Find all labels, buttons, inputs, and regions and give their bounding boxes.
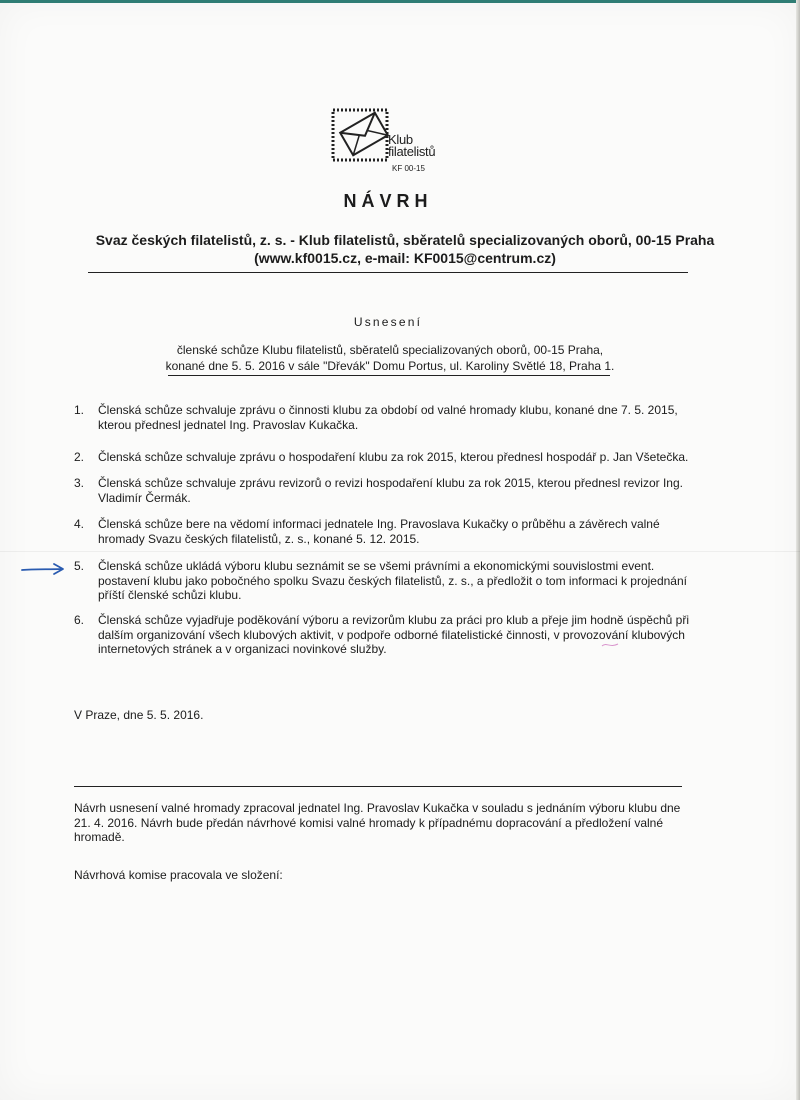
item-text: Členská schůze schvaluje zprávu revizorů o revizi hospodaření klubu za rok 2015, kterou přednesl revizor Ing. Vladimír Čermák. xyxy=(98,476,683,505)
item-number: 2. xyxy=(74,450,85,464)
item-number: 1. xyxy=(74,403,85,417)
item-number: 4. xyxy=(74,517,85,531)
club-logo xyxy=(330,104,450,174)
draft-note: Návrh usnesení valné hromady zpracoval jednatel Ing. Pravoslav Kukačka v souladu s jednáním výboru klubu dne 21. 4. 2016. Návrh bude předán návrhové komisi valné hromady k případnému dopracování a předložení valné hromadě. xyxy=(74,801,681,844)
item-number: 5. xyxy=(74,559,85,573)
item-text: Členská schůze bere na vědomí informaci jednatele Ing. Pravoslava Kukačky o průběhu a závěrech valné hromady Svazu českých filatelistů, z. s., konané 5. 12. 2015. xyxy=(98,517,660,546)
meeting-description-line-2: konané dne 5. 5. 2016 v sále "Dřevák" Domu Portus, ul. Karoliny Světlé 18, Praha 1. xyxy=(165,359,615,373)
logo-line-1: Klub xyxy=(388,132,413,147)
meeting-divider xyxy=(168,375,610,376)
commission-composition: Návrhová komise pracovala ve složení: xyxy=(74,868,283,882)
pen-mark-icon xyxy=(600,640,620,650)
header-divider xyxy=(88,272,688,273)
organization-contact: (www.kf0015.cz, e-mail: KF0015@centrum.cz) xyxy=(254,250,556,266)
item-text: Členská schůze schvaluje zprávu o hospodaření klubu za rok 2015, kterou přednesl hospodář p. Jan Všetečka. xyxy=(98,450,689,464)
scan-edge-right xyxy=(796,0,800,1100)
resolution-label: Usnesení xyxy=(353,315,423,329)
item-text: Členská schůze schvaluje zprávu o činnosti klubu za období od valné hromady klubu, konané dne 7. 5. 2015, kterou přednesl jednatel Ing. Pravoslav Kukačka. xyxy=(98,403,678,432)
item-number: 6. xyxy=(74,613,85,627)
paper-fold xyxy=(0,551,800,552)
organization-name: Svaz českých filatelistů, z. s. - Klub filatelistů, sběratelů specializovaných oborů, 00-15 Praha xyxy=(95,232,715,248)
item-number: 3. xyxy=(74,476,85,490)
footer-divider xyxy=(74,786,682,787)
item-text: Členská schůze vyjadřuje poděkování výboru a revizorům klubu za práci pro klub a přeje jim hodně úspěchů při dalším organizování všech klubových aktivit, v podpoře odborné filatelistické činnosti, v provozování klubových internetových stránek a v organizaci novinkové služby. xyxy=(98,613,689,656)
item-text: Členská schůze ukládá výboru klubu seznámit se se všemi právními a ekonomickými souvislostmi event. postavení klubu jako pobočného spolku Svazu českých filatelistů, z. s., a předložit o tom informaci k projednání příští členské schůzi klubu. xyxy=(98,559,687,602)
place-and-date: V Praze, dne 5. 5. 2016. xyxy=(74,708,204,722)
meeting-description-line-1: členské schůze Klubu filatelistů, sběratelů specializovaných oborů, 00-15 Praha, xyxy=(176,343,604,357)
logo-text xyxy=(388,134,435,158)
logo-code: KF 00-15 xyxy=(392,164,425,173)
logo-line-2: filatelistů xyxy=(388,144,436,159)
arrow-right-icon xyxy=(20,562,66,576)
document-title: NÁVRH xyxy=(343,191,433,211)
scan-edge-top xyxy=(0,0,800,3)
